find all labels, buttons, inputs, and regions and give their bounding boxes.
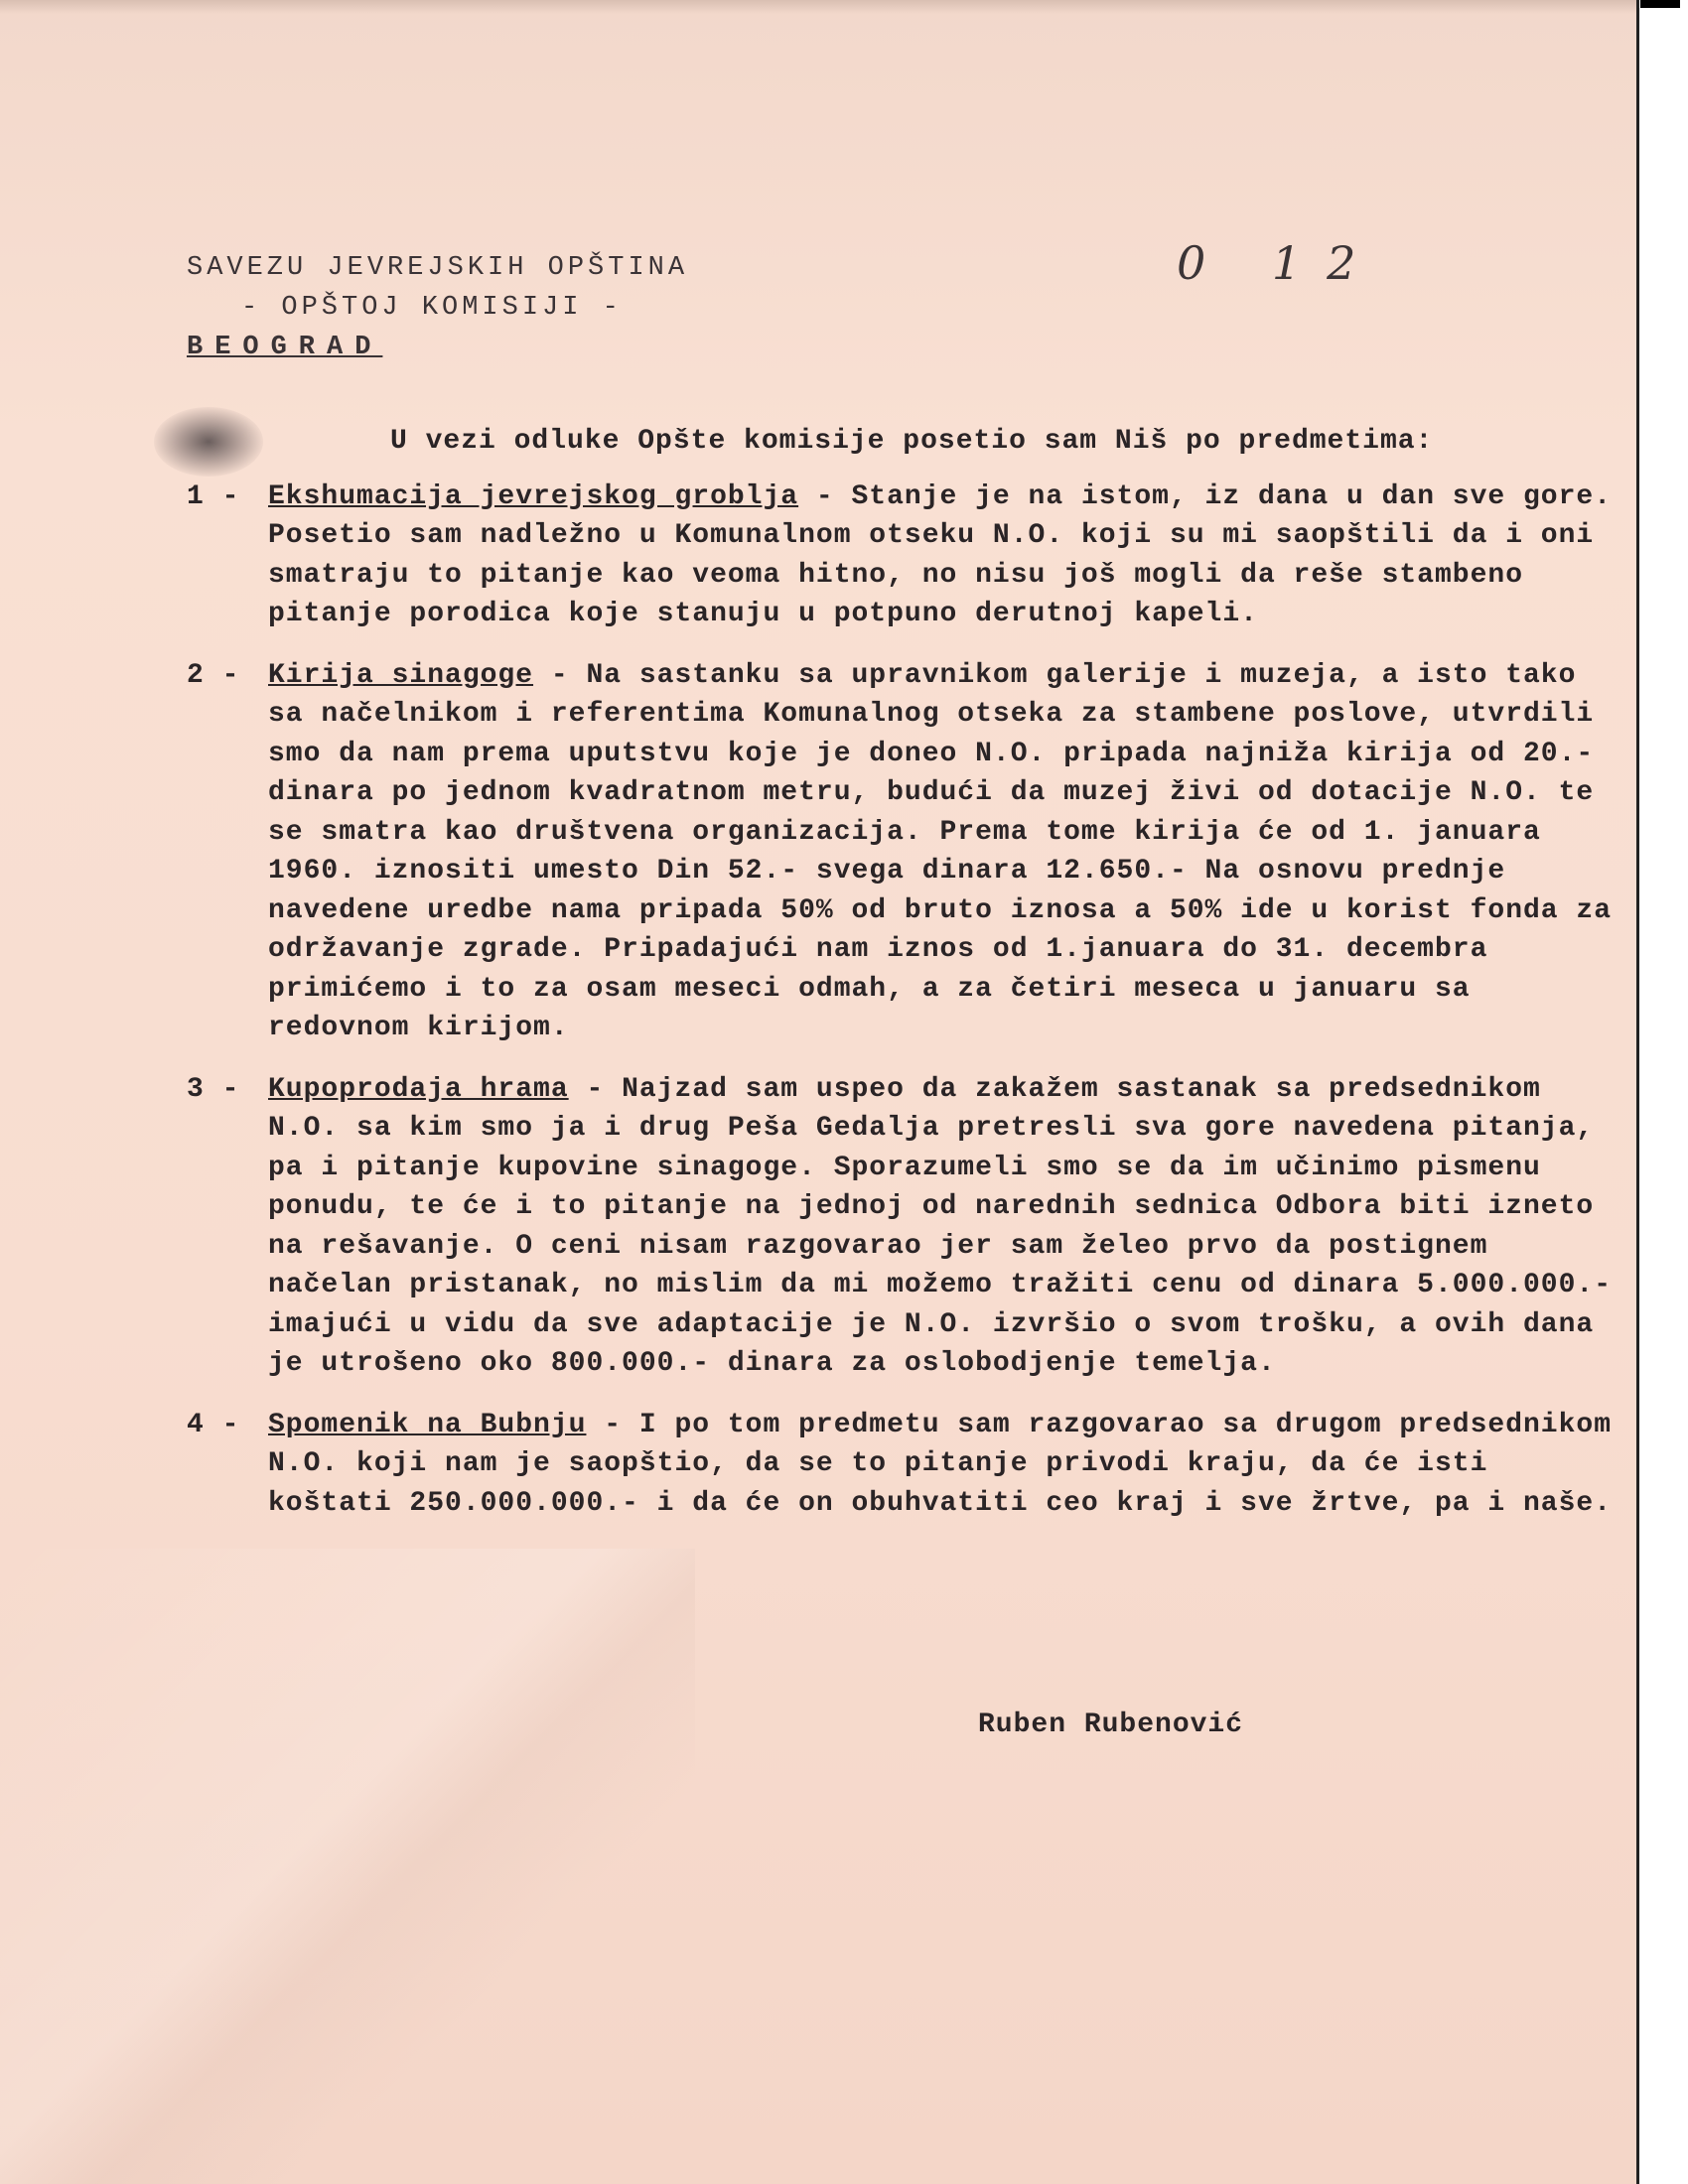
- item-content: [268, 1406, 1617, 1524]
- item-heading: Kirija sinagoge: [268, 659, 534, 691]
- item-content: [268, 656, 1617, 1048]
- item-3: [187, 1070, 1617, 1384]
- address-line-2: - OPŠTOJ KOMISIJI -: [241, 293, 623, 323]
- paper-fold: [0, 1549, 695, 2184]
- item-heading: Kupoprodaja hrama: [268, 1073, 569, 1105]
- item-2: [187, 656, 1617, 1048]
- signature: Ruben Rubenović: [978, 1709, 1244, 1740]
- address-city: BEOGRAD: [187, 333, 383, 362]
- page-top-shadow: [0, 0, 1638, 14]
- corner-mark: [1640, 0, 1680, 8]
- item-1: [187, 478, 1617, 634]
- item-4: [187, 1406, 1617, 1524]
- intro-paragraph: U vezi odluke Opšte komisije posetio sam Niš po predmetima:: [390, 426, 1434, 457]
- page-right-border: [1636, 0, 1639, 2184]
- address-line-1: SAVEZU JEVREJSKIH OPŠTINA: [187, 253, 689, 283]
- handwritten-number: 0 12: [1177, 236, 1382, 290]
- item-number: 2 -: [187, 659, 240, 691]
- item-text: - Najzad sam uspeo da zakažem sastanak sa predsednikom N.O. sa kim smo ja i drug Peša Gedalja pretresli sva gore navedena pitanja, pa i pitanje kupovine sinagoge. Sporazumeli smo se da im učinimo pismenu ponudu, te će i to pitanje na jednoj od narednih sednica Odbora biti izneto na rešavanje. O ceni nisam razgovarao jer sam želeo prvo da postignem načelan pristanak, no mislim da mi možemo tražiti cenu od dinara 5.000.000.- imajući u vidu da sve adaptacije je N.O. izvršio o svom trošku, a ovih dana je utrošeno oko 800.000.- dinara za oslobodjenje temelja.: [268, 1073, 1613, 1379]
- item-content: [268, 1070, 1617, 1384]
- item-text: - Stanje je na istom, iz dana u dan sve gore. Posetio sam nadležno u Komunalnom otseku N.O. koji su mi saopštili da i oni smatraju to pitanje kao veoma hitno, no nisu još mogli da reše stambeno pitanje porodica koje stanuju u potpuno derutnoj kapeli.: [268, 480, 1613, 629]
- item-heading: Spomenik na Bubnju: [268, 1409, 587, 1440]
- item-content: [268, 478, 1617, 634]
- item-number: 3 -: [187, 1073, 240, 1105]
- recipient-address: [187, 248, 688, 367]
- item-text: - I po tom predmetu sam razgovarao sa drugom predsednikom N.O. koji nam je saopštio, da se to pitanje privodi kraju, da će isti koštati 250.000.000.- i da će on obuhvatiti ceo kraj i sve žrtve, pa i naše.: [268, 1409, 1613, 1519]
- letter-body: [187, 422, 1617, 1545]
- item-number: 1 -: [187, 480, 240, 512]
- item-number: 4 -: [187, 1409, 240, 1440]
- item-heading: Ekshumacija jevrejskog groblja: [268, 480, 799, 512]
- item-text: - Na sastanku sa upravnikom galerije i muzeja, a isto tako sa načelnikom i referentima Komunalnog otseka za stambene poslove, utvrdili smo da nam prema uputstvu koje je donео N.O. pripada najniža kirija od 20.- dinara po jednom kvadratnom metru, budući da muzej živi od dotacije N.O. te se smatra kao društvena organizacija. Prema tome kirija će od 1. januara 1960. iznositi umesto Din 52.- svega dinara 12.650.- Na osnovu prednje navedene uredbe nama pripada 50% od bruto iznosa a 50% ide u korist fonda za održavanje zgrade. Pripadajući nam iznos od 1.januara do 31. decembra primićemo i to za osam meseci odmah, a za četiri meseca u januaru sa redovnom kirijom.: [268, 659, 1613, 1043]
